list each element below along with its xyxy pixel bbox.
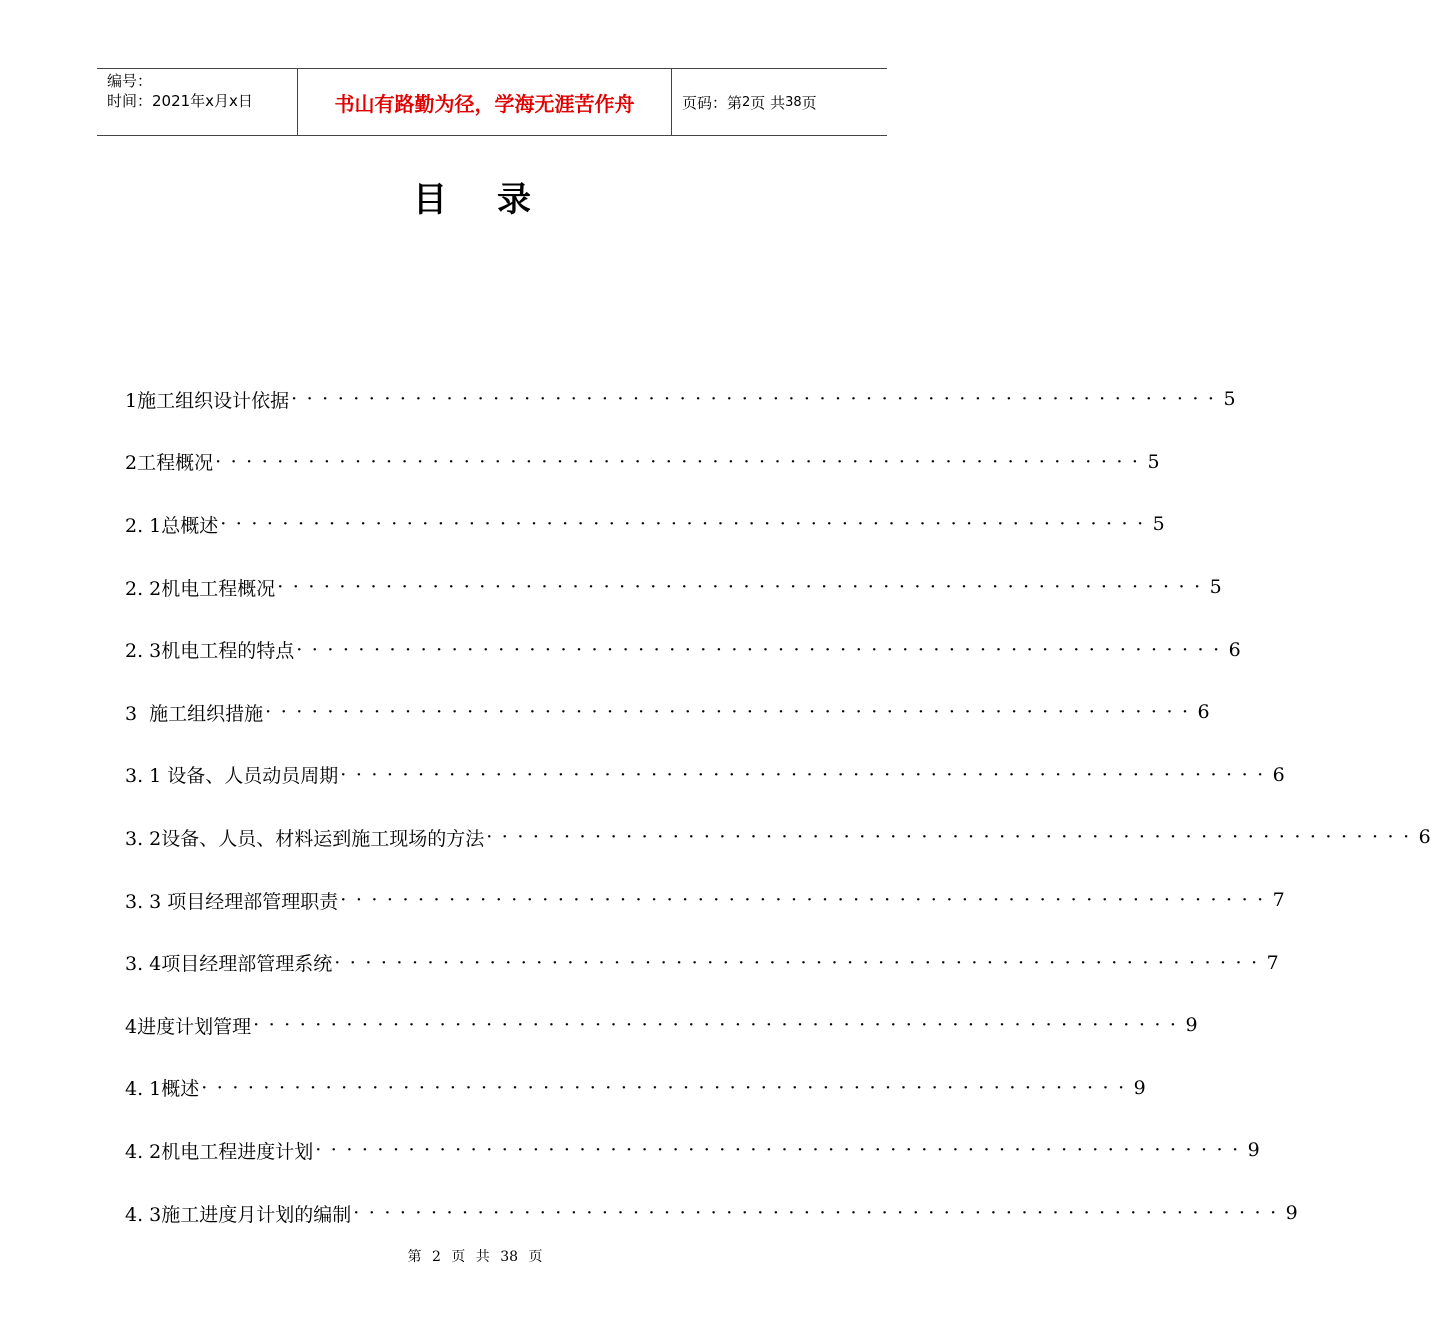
toc-entry[interactable] bbox=[125, 1057, 1146, 1120]
toc-leader-dots: ···························································· bbox=[296, 638, 1229, 661]
toc-entry-page: 5 bbox=[1147, 450, 1160, 473]
toc-entry[interactable] bbox=[125, 368, 1236, 431]
header-motto: 书山有路勤为径，学海无涯苦作舟 bbox=[298, 69, 672, 135]
toc-entry[interactable] bbox=[125, 869, 1285, 932]
toc-entry-page: 6 bbox=[1228, 638, 1241, 661]
toc-entry[interactable] bbox=[125, 556, 1222, 619]
toc-leader-dots: ···························································· bbox=[340, 763, 1273, 786]
toc-entry[interactable] bbox=[125, 618, 1241, 681]
toc-entry-label: 1施工组织设计依据 bbox=[125, 389, 290, 412]
toc-entry-label: 2. 3机电工程的特点 bbox=[125, 640, 295, 663]
toc-entry-page: 9 bbox=[1247, 1139, 1260, 1162]
toc-entry-page: 7 bbox=[1266, 951, 1279, 974]
toc-entry-page: 5 bbox=[1152, 513, 1165, 536]
toc-leader-dots: ···························································· bbox=[201, 1076, 1134, 1099]
page-footer: 第 2 页 共 38 页 bbox=[407, 1249, 543, 1265]
toc-entry-page: 9 bbox=[1285, 1202, 1298, 1225]
toc-entry[interactable] bbox=[125, 806, 1431, 869]
toc-entry-label: 2. 2机电工程概况 bbox=[125, 577, 276, 600]
toc-leader-dots: ···························································· bbox=[253, 1014, 1186, 1037]
toc-entry-label: 3. 1 设备、人员动员周期 bbox=[125, 765, 339, 788]
toc-entry-page: 6 bbox=[1272, 763, 1285, 786]
toc-entry-label: 3 施工组织措施 bbox=[125, 702, 264, 725]
toc-entry-label: 2工程概况 bbox=[125, 452, 214, 475]
page-mid: 页 共 bbox=[750, 93, 786, 112]
toc-entry-label: 3. 2设备、人员、材料运到施工现场的方法 bbox=[125, 827, 485, 850]
toc-leader-dots: ···························································· bbox=[277, 576, 1210, 599]
toc-entry-page: 6 bbox=[1418, 826, 1431, 849]
page-total: 38 bbox=[785, 94, 802, 110]
page-header bbox=[97, 68, 887, 136]
toc-entry-page: 5 bbox=[1209, 576, 1222, 599]
toc-leader-dots: ···························································· bbox=[340, 889, 1273, 912]
toc-entry-label: 4. 1概述 bbox=[125, 1078, 200, 1101]
page-label: 页码：第 bbox=[682, 93, 743, 112]
toc-entry-page: 6 bbox=[1197, 701, 1210, 724]
time-label: 时间：2021年x月x日 bbox=[107, 92, 253, 110]
toc-entry-label: 3. 3 项目经理部管理职责 bbox=[125, 890, 339, 913]
toc-entry-page: 7 bbox=[1272, 889, 1285, 912]
toc-entry-label: 4. 2机电工程进度计划 bbox=[125, 1140, 314, 1163]
toc-entry-label: 4. 3施工进度月计划的编制 bbox=[125, 1203, 352, 1226]
page-title: 目录 bbox=[413, 180, 581, 220]
toc-leader-dots: ···························································· bbox=[315, 1139, 1248, 1162]
toc-leader-dots: ···························································· bbox=[220, 513, 1153, 536]
toc-leader-dots: ···························································· bbox=[353, 1202, 1286, 1225]
toc-entry[interactable] bbox=[125, 994, 1198, 1057]
page-end: 页 bbox=[801, 93, 817, 112]
toc-leader-dots: ···························································· bbox=[486, 826, 1419, 849]
table-of-contents bbox=[125, 368, 1431, 1244]
toc-entry[interactable] bbox=[125, 1182, 1298, 1245]
toc-leader-dots: ···························································· bbox=[334, 951, 1267, 974]
toc-entry[interactable] bbox=[125, 1119, 1260, 1182]
toc-entry[interactable] bbox=[125, 431, 1160, 494]
toc-leader-dots: ···························································· bbox=[215, 450, 1148, 473]
toc-entry-page: 9 bbox=[1185, 1014, 1198, 1037]
toc-entry[interactable] bbox=[125, 681, 1210, 744]
header-meta bbox=[97, 69, 298, 135]
toc-entry-page: 9 bbox=[1133, 1076, 1146, 1099]
toc-entry-label: 2. 1总概述 bbox=[125, 514, 219, 537]
toc-entry[interactable] bbox=[125, 744, 1285, 807]
serial-label: 编号： bbox=[107, 72, 153, 90]
toc-entry[interactable] bbox=[125, 493, 1165, 556]
toc-leader-dots: ···························································· bbox=[291, 388, 1224, 411]
toc-leader-dots: ···························································· bbox=[265, 701, 1198, 724]
toc-entry-label: 4进度计划管理 bbox=[125, 1015, 252, 1038]
toc-entry-label: 3. 4项目经理部管理系统 bbox=[125, 953, 333, 976]
header-page-info bbox=[672, 69, 887, 135]
toc-entry-page: 5 bbox=[1223, 388, 1236, 411]
page-current: 2 bbox=[742, 94, 751, 110]
toc-entry[interactable] bbox=[125, 931, 1279, 994]
